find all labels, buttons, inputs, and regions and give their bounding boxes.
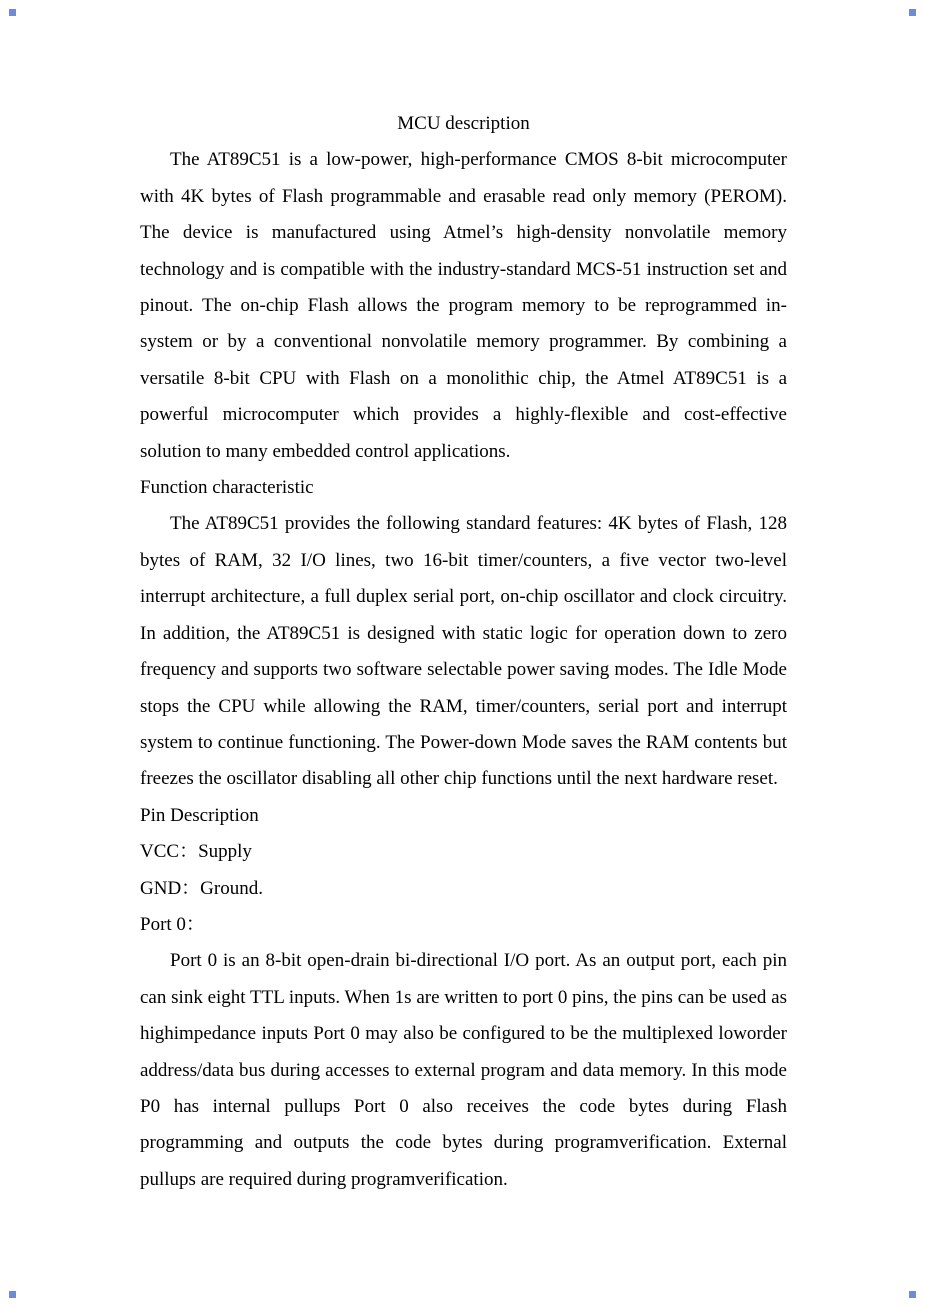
line-vcc-supply: VCC：Supply: [140, 841, 252, 863]
paragraph-standard-features: The AT89C51 provides the following standard features: 4K bytes of Flash, 128 bytes of RAM, 32 I/O lines, two 16-bit timer/counters, a five vector two-level interrupt architecture, a full duplex serial port, on-chip oscillator and clock circuitry. In addition, the AT89C51 is designed with static logic for operation down to zero frequency and supports two software selectable power saving modes. The Idle Mode stops the CPU while allowing the RAM, timer/counters, serial port and interrupt system to continue functioning. The Power-down Mode saves the RAM contents but freezes the oscillator disabling all other chip functions until the next hardware reset.: [140, 513, 787, 790]
paragraph-port0-description: Port 0 is an 8-bit open-drain bi-directional I/O port. As an output port, each pin can sink eight TTL inputs. When 1s are written to port 0 pins, the pins can be used as highimpedance inputs Port 0 may also be configured to be the multiplexed loworder address/data bus during accesses to external program and data memory. In this mode P0 has internal pullups Port 0 also receives the code bytes during Flash programming and outputs the code bytes during programverification. External pullups are required during programverification.: [140, 950, 787, 1190]
corner-mark-icon: [909, 1291, 916, 1298]
line-port0-label: Port 0：: [140, 913, 205, 935]
heading-pin-description: Pin Description: [140, 804, 259, 826]
document-title: MCU description: [397, 113, 530, 134]
corner-mark-icon: [909, 9, 916, 16]
line-gnd-ground: GND：Ground.: [140, 877, 263, 899]
corner-mark-icon: [9, 1291, 16, 1298]
paragraph-mcu-intro: The AT89C51 is a low-power, high-performance CMOS 8-bit microcomputer with 4K bytes of Flash programmable and erasable read only memory (PEROM). The device is manufactured using Atmel’s high-density nonvolatile memory technology and is compatible with the industry-standard MCS-51 instruction set and pinout. The on-chip Flash allows the program memory to be reprogrammed in-system or by a conventional nonvolatile memory programmer. By combining a versatile 8-bit CPU with Flash on a monolithic chip, the Atmel AT89C51 is a powerful microcomputer which provides a highly-flexible and cost-effective solution to many embedded control applications.: [140, 149, 787, 462]
corner-mark-icon: [9, 9, 16, 16]
heading-function-characteristic: Function characteristic: [140, 477, 314, 499]
